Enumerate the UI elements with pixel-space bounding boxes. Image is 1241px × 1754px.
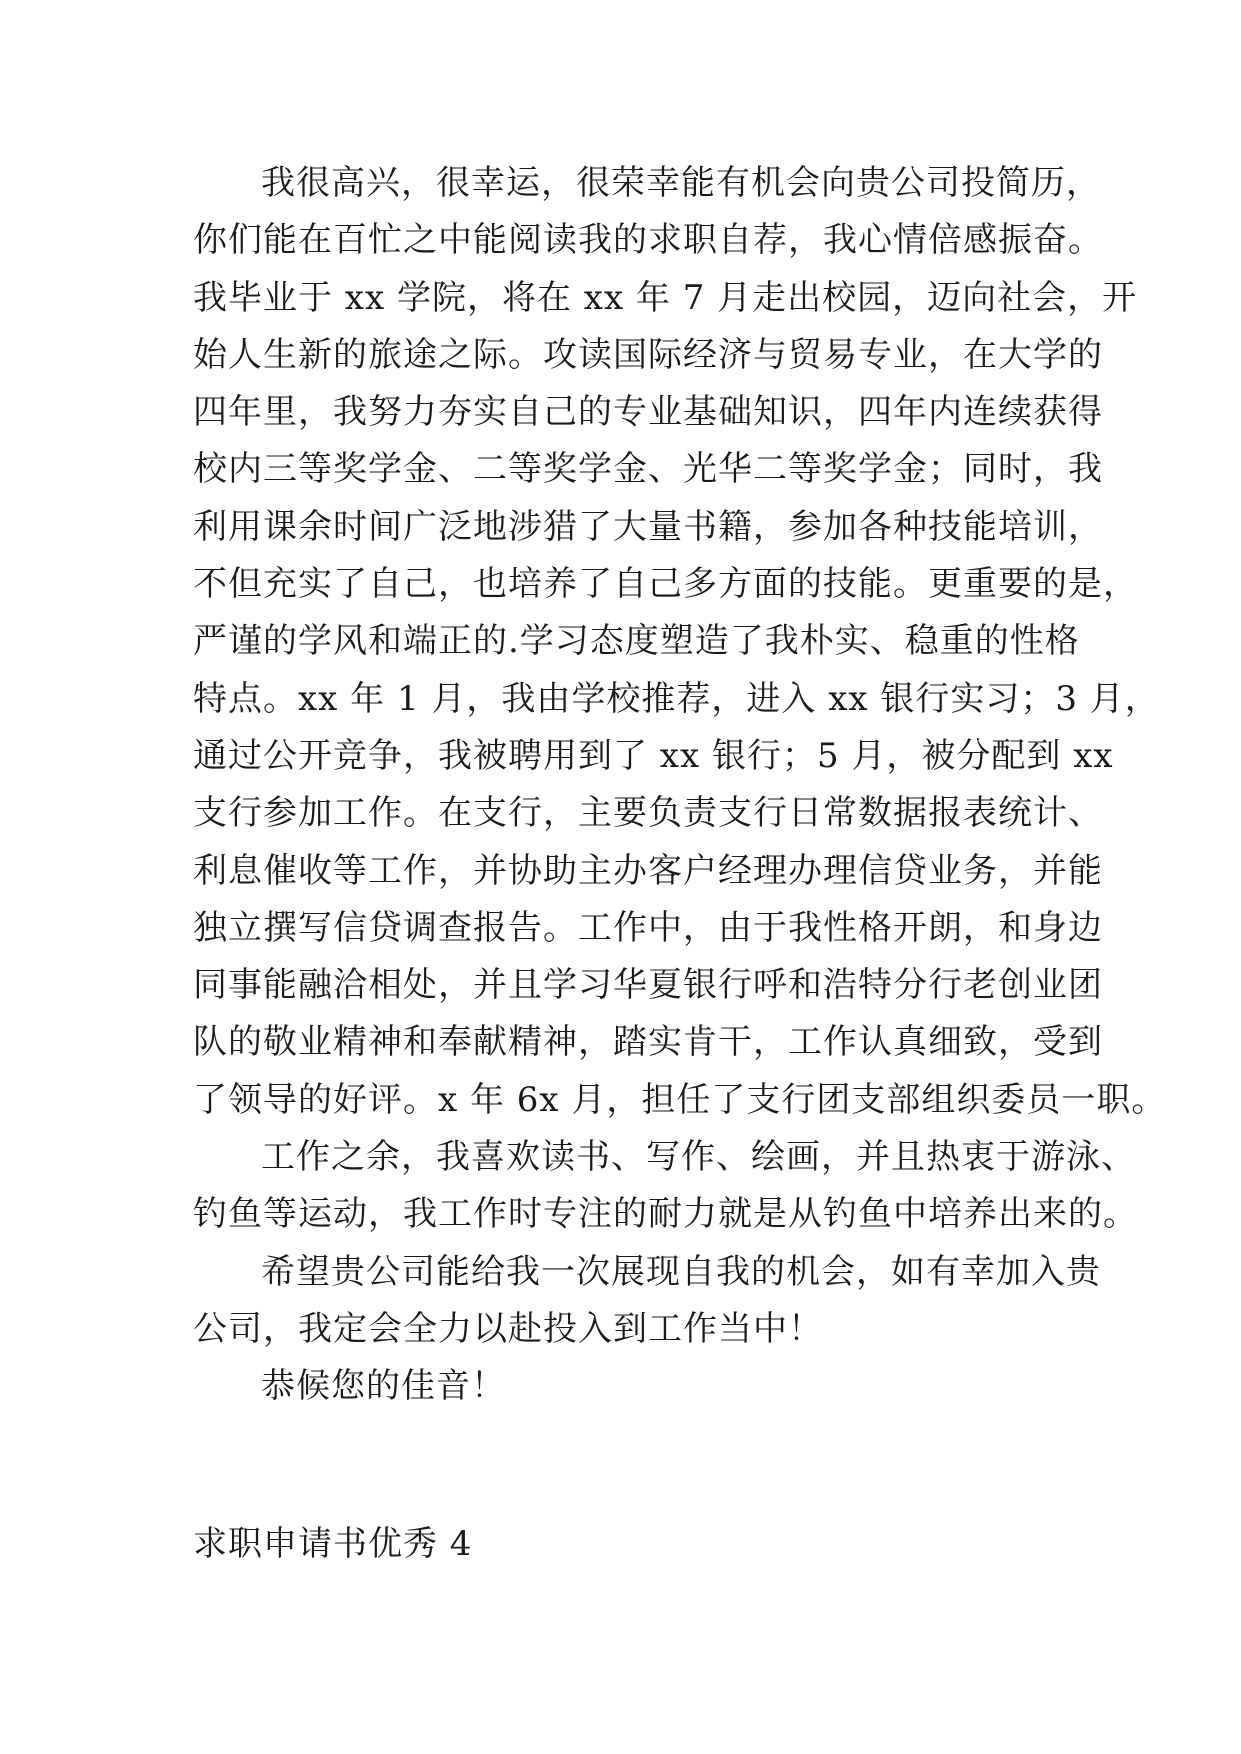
- document-body: [193, 155, 1167, 1573]
- closing-line: 恭候您的佳音！: [261, 1366, 506, 1407]
- paragraph-2: [193, 1129, 1138, 1244]
- paragraph-line: 利用课余时间广泛地涉猎了大量书籍，参加各种技能培训，: [193, 506, 1103, 547]
- paragraph-line: 利息催收等工作，并协助主办客户经理办理信贷业务，并能: [193, 850, 1103, 891]
- paragraph-line: 你们能在百忙之中能阅读我的求职自荐，我心情倍感振奋。: [193, 220, 1103, 261]
- paragraph-line: 公司，我定会全力以赴投入到工作当中！: [193, 1308, 823, 1349]
- paragraph-line: 严谨的学风和端正的.学习态度塑造了我朴实、稳重的性格: [193, 621, 1080, 662]
- paragraph-line: 通过公开竞争，我被聘用到了 xx 银行；5 月，被分配到 xx: [193, 735, 1114, 776]
- paragraph-line: 独立撰写信贷调查报告。工作中，由于我性格开朗，和身边: [193, 907, 1103, 948]
- paragraph-line: 我毕业于 xx 学院，将在 xx 年 7 月走出校园，迈向社会，开: [193, 277, 1138, 318]
- next-section-title: 求职申请书优秀 4: [193, 1523, 473, 1564]
- paragraph-line: 钓鱼等运动，我工作时专注的耐力就是从钓鱼中培养出来的。: [193, 1194, 1138, 1235]
- paragraph-line: 始人生新的旅途之际。攻读国际经济与贸易专业，在大学的: [193, 334, 1103, 375]
- paragraph-1: [193, 155, 1167, 1129]
- paragraph-line: 四年里，我努力夯实自己的专业基础知识，四年内连续获得: [193, 392, 1103, 433]
- paragraph-line: 不但充实了自己，也培养了自己多方面的技能。更重要的是，: [193, 564, 1138, 605]
- paragraph-3: [193, 1244, 1101, 1359]
- paragraph-line: 同事能融洽相处，并且学习华夏银行呼和浩特分行老创业团: [193, 965, 1103, 1006]
- paragraph-line: 支行参加工作。在支行，主要负责支行日常数据报表统计、: [193, 793, 1103, 834]
- section-spacer: [193, 1416, 1073, 1516]
- paragraph-line: 希望贵公司能给我一次展现自我的机会，如有幸加入贵: [261, 1251, 1101, 1292]
- paragraph-line: 特点。xx 年 1 月，我由学校推荐，进入 xx 银行实习；3 月，: [193, 678, 1160, 719]
- paragraph-line: 工作之余，我喜欢读书、写作、绘画，并且热衷于游泳、: [261, 1137, 1136, 1178]
- paragraph-line: 我很高兴，很幸运，很荣幸能有机会向贵公司投简历，: [261, 163, 1101, 203]
- paragraph-line: 校内三等奖学金、二等奖学金、光华二等奖学金；同时，我: [193, 449, 1103, 490]
- paragraph-line: 队的敬业精神和奉献精神，踏实肯干，工作认真细致，受到: [193, 1022, 1103, 1063]
- paragraph-line: 了领导的好评。x 年 6x 月，担任了支行团支部组织委员一职。: [193, 1079, 1167, 1120]
